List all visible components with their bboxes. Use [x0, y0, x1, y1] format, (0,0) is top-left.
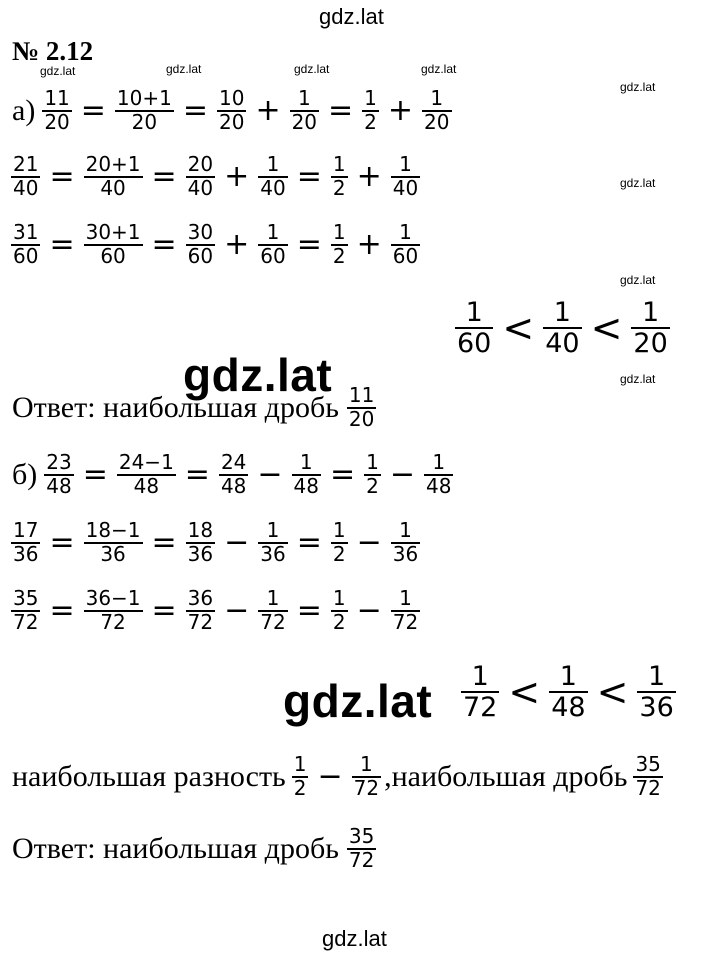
fraction: $\frac{1}{48}$ [551, 661, 586, 724]
part-b-comparison [458, 662, 679, 722]
fraction: $\frac{1}{72}$ [392, 586, 419, 634]
fraction: $\frac{35}{72}$ [13, 586, 39, 634]
equals-sign: = [82, 457, 108, 493]
equals-sign: = [151, 593, 177, 629]
fraction: $\frac{1}{60}$ [260, 220, 286, 268]
operator: + [255, 93, 281, 129]
part-b-label: б) [12, 457, 38, 491]
equals-sign: = [151, 227, 177, 263]
equals-sign: = [296, 227, 322, 263]
operator: − [224, 525, 250, 561]
answer-text: Ответ: наибольшая дробь [12, 390, 339, 424]
watermark-small: gdz.lat [166, 62, 202, 76]
fraction: $\frac{1}{72}$ [260, 586, 286, 634]
watermark-big: gdz.lat [283, 675, 433, 727]
part-b-row-3 [8, 588, 423, 633]
fraction: $\frac{30+1}{60}$ [85, 220, 141, 268]
equals-sign: = [49, 525, 75, 561]
fraction: $\frac{1}{40}$ [545, 297, 580, 360]
part-b-conclusion [12, 754, 666, 799]
watermark-small: gdz.lat [294, 62, 330, 76]
fraction: $\frac{1}{72}$ [463, 661, 498, 724]
fraction: $\frac{10+1}{20}$ [116, 86, 172, 134]
problem-number: № 2.12 [12, 36, 94, 66]
equals-sign: = [296, 525, 322, 561]
fraction: $\frac{1}{48}$ [426, 450, 452, 498]
fraction: $\frac{1}{36}$ [260, 518, 286, 566]
watermark-small: gdz.lat [40, 64, 76, 78]
equals-sign: = [151, 159, 177, 195]
part-a-row-2 [8, 154, 423, 199]
operator: + [356, 159, 382, 195]
fraction: $\frac{1}{60}$ [392, 220, 419, 268]
equals-sign: = [182, 93, 208, 129]
watermark-small: gdz.lat [620, 176, 656, 190]
conclusion-text: наибольшая разность [12, 759, 286, 793]
fraction: $\frac{24}{48}$ [220, 450, 247, 498]
watermark-small: gdz.lat [620, 273, 656, 287]
equals-sign: = [296, 593, 322, 629]
equals-sign: = [329, 457, 356, 493]
part-b-answer [12, 826, 379, 871]
fraction: $\frac{1}{48}$ [293, 450, 319, 498]
fraction: $\frac{17}{36}$ [13, 518, 39, 566]
fraction: $\frac{1}{72}$ [353, 752, 380, 800]
equals-sign: = [49, 159, 75, 195]
fraction: $\frac{18}{36}$ [187, 518, 214, 566]
less-than-sign: < [508, 670, 541, 715]
fraction: $\frac{1}{2}$ [366, 450, 379, 498]
less-than-sign: < [596, 670, 629, 715]
fraction: $\frac{1}{20}$ [424, 86, 450, 134]
fraction: $\frac{24-1}{48}$ [118, 450, 174, 498]
fraction: $\frac{20+1}{40}$ [85, 152, 141, 200]
operator: + [387, 93, 414, 129]
fraction: $\frac{18-1}{36}$ [85, 518, 141, 566]
fraction: $\frac{23}{48}$ [46, 450, 72, 498]
fraction: $\frac{1}{2}$ [332, 586, 346, 634]
fraction: $\frac{11}{20}$ [44, 86, 70, 134]
fraction: $\frac{1}{40}$ [392, 152, 419, 200]
operator: − [356, 525, 382, 561]
operator: + [356, 227, 382, 263]
part-a-row-1 [12, 88, 455, 133]
fraction: $\frac{1}{20}$ [633, 297, 668, 360]
part-b-row-1 [12, 452, 456, 497]
part-a-label: а) [12, 93, 36, 127]
operator: − [257, 457, 283, 493]
watermark-small: gdz.lat [421, 62, 457, 76]
part-a-comparison [452, 298, 673, 358]
fraction: $\frac{21}{40}$ [13, 152, 39, 200]
fraction: $\frac{1}{2}$ [364, 86, 377, 134]
fraction: $\frac{31}{60}$ [13, 220, 39, 268]
fraction: $\frac{1}{60}$ [457, 297, 492, 360]
operator: − [389, 457, 415, 493]
fraction: $\frac{1}{36}$ [392, 518, 419, 566]
operator: − [356, 593, 382, 629]
fraction: $\frac{10}{20}$ [218, 86, 245, 134]
less-than-sign: < [590, 306, 623, 351]
fraction: $\frac{1}{2}$ [332, 518, 346, 566]
less-than-sign: < [502, 306, 535, 351]
operator: − [224, 593, 250, 629]
equals-sign: = [80, 93, 106, 129]
operator: + [224, 227, 250, 263]
equals-sign: = [328, 93, 354, 129]
fraction: $\frac{1}{2}$ [293, 752, 307, 800]
equals-sign: = [184, 457, 210, 493]
equals-sign: = [296, 159, 322, 195]
fraction: $\frac{1}{40}$ [260, 152, 286, 200]
watermark-small: gdz.lat [620, 372, 656, 386]
answer-text: Ответ: наибольшая дробь [12, 831, 339, 865]
fraction: $\frac{1}{2}$ [332, 152, 346, 200]
operator: − [317, 759, 343, 795]
conclusion-text: ,наибольшая дробь [384, 759, 628, 793]
part-a-row-3 [8, 222, 423, 267]
fraction: $\frac{20}{40}$ [187, 152, 214, 200]
fraction: $\frac{35}{72}$ [635, 752, 661, 800]
fraction: $\frac{30}{60}$ [187, 220, 214, 268]
equals-sign: = [49, 593, 75, 629]
equals-sign: = [49, 227, 75, 263]
part-b-row-2 [8, 520, 423, 565]
fraction: $\frac{1}{20}$ [291, 86, 318, 134]
watermark-small: gdz.lat [620, 80, 656, 94]
watermark-big: gdz.lat [183, 349, 333, 401]
equals-sign: = [151, 525, 177, 561]
fraction: $\frac{1}{2}$ [332, 220, 346, 268]
watermark-top: gdz.lat [319, 4, 384, 29]
fraction: $\frac{36}{72}$ [187, 586, 214, 634]
fraction: $\frac{35}{72}$ [348, 824, 375, 872]
fraction: $\frac{11}{20}$ [348, 383, 375, 431]
part-a-answer [12, 385, 379, 430]
fraction: $\frac{1}{36}$ [639, 661, 674, 724]
operator: + [224, 159, 250, 195]
fraction: $\frac{36-1}{72}$ [85, 586, 141, 634]
watermark-bottom: gdz.lat [322, 926, 387, 951]
